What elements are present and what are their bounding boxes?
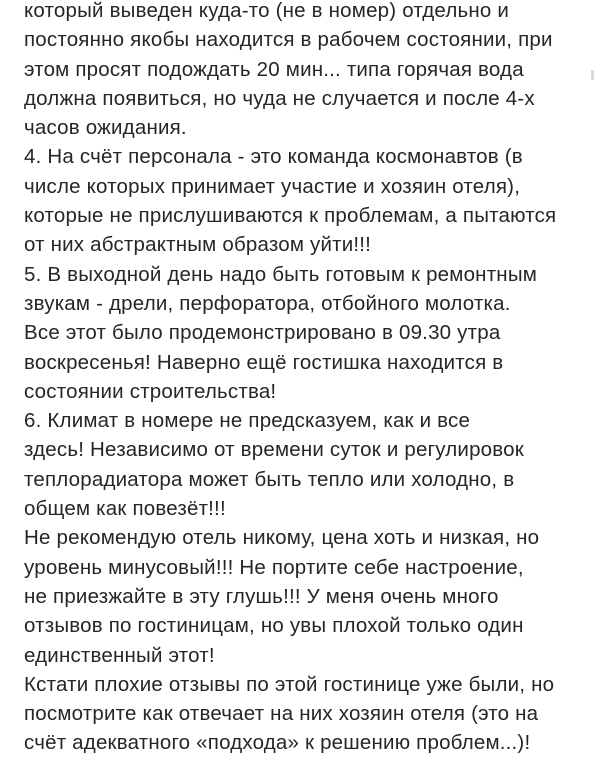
review-paragraph-climate: 6. Климат в номере не предсказуем, как и все здесь! Независимо от времени суток и регулировок теплорадиатора может быть тепло или холодно, в общем как повезёт!!! [24,409,524,521]
review-paragraph-verdict: Не рекомендую отель никому, цена хоть и низкая, но уровень минусовый!!! Не портите себе настроение, не приезжайте в эту глушь!!! У меня очень много отзывов по гостиницам, но увы плохой только один единственный этот! [24,526,540,667]
review-paragraph-owner-replies: Кстати плохие отзывы по этой гостинице уже были, но посмотрите как отвечает на них хозяин отеля (это на счёт адекватного «подхода» к решению проблем...)! [24,672,555,755]
review-paragraph-staff: 4. На счёт персонала - это команда космонавтов (в числе которых принимает участие и хозяин отеля), которые не прислушиваются к проблемам, а пытаются от них абстрактным образом уйти!!! [24,145,557,257]
review-paragraph-noise: 5. В выходной день надо быть готовым к ремонтным звукам - дрели, перфоратора, отбойного молотка. Все этот было продемонстрировано в 09.30 утра воскресенья! Наверно ещё гостишка находится в состоянии строительства! [24,262,538,403]
scrollbar-thumb[interactable] [591,70,594,80]
review-paragraph-hot-water: который выведен куда-то (не в номер) отдельно и постоянно якобы находится в рабочем состоянии, при этом просят подождать 20 мин... типа горячая вода должна появиться, но чуда не случается и после 4-х часов ожидания. [24,0,553,140]
review-text [24,0,580,758]
